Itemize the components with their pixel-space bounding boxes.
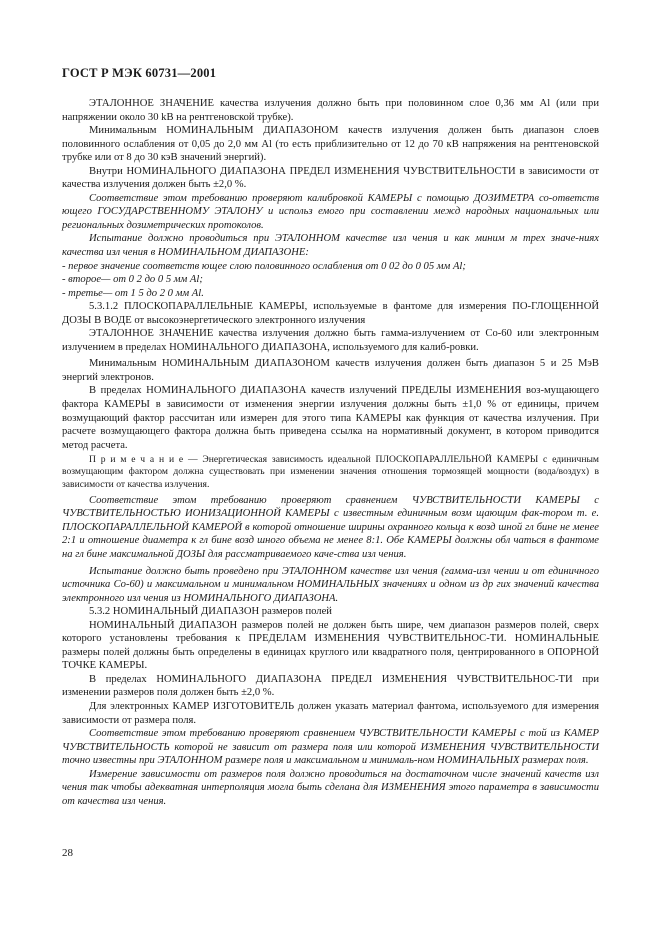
paragraph: ЭТАЛОННОЕ ЗНАЧЕНИЕ качества излучения должно быть гамма-излучением от Co-60 или электронным излучением в пределах НОМИНАЛЬНОГО ДИАПАЗОНА, используемого для калиб-ровки. xyxy=(62,328,599,353)
paragraph-italic: Испытание должно быть проведено при ЭТАЛОННОМ качестве изл чения (гамма-изл чении и от единичного источника Co-60) и максимальном и минимальном НОМИНАЛЬНЫХ значениях и одном из др гих значений качества электронного изл чения из НОМИНАЛЬНОГО ДИАПАЗОНА. xyxy=(62,565,599,604)
list-item: - второе— от 0 2 до 0 5 мм Al; xyxy=(62,274,203,286)
note: П р и м е ч а н и е — Энергетическая зависимость идеальной ПЛОСКОПАРАЛЛЕЛЬНОЙ КАМЕРЫ с единичным возмущающим фактором должна существовать при изменении значения отношения тормозящей мощности (вода/воздух) в зависимости от качества излучения. xyxy=(62,454,599,490)
paragraph: Минимальным НОМИНАЛЬНЫМ ДИАПАЗОНОМ качеств излучения должен быть диапазон 5 и 25 МэВ энергий электронов. xyxy=(62,358,599,383)
paragraph-italic: Соответствие этом требованию проверяют сравнением ЧУВСТВИТЕЛЬНОСТИ КАМЕРЫ с ЧУВСТВИТЕЛЬНОСТЬЮ ИОНИЗАЦИОННОЙ КАМЕРЫ с известным единичным возм щающим фак-тором т. е. ПЛОСКОПАРАЛЛЕЛЬНОЙ КАМЕРОЙ в которой отношение ширины охранного кольца к возд шной гл бине не менее 2:1 и отношение диаметра к гл бине возд шного объема не менее 8:1. Обе КАМЕРЫ должны обл чаться в фантоме на гл бине максимальной ДОЗЫ для рассматриваемого каче-ства изл чения. xyxy=(62,494,599,561)
list-item: - первое значение соответств ющее слою половинного ослабления от 0 02 до 0 05 мм Al; xyxy=(62,260,466,272)
page-number: 28 xyxy=(62,847,73,859)
paragraph: В пределах НОМИНАЛЬНОГО ДИАПАЗОНА ПРЕДЕЛ ИЗМЕНЕНИЯ ЧУВСТВИТЕЛЬНОС-ТИ при изменении размеров поля должен быть ±2,0 %. xyxy=(62,673,599,699)
section-heading: 5.3.2 НОМИНАЛЬНЫЙ ДИАПАЗОН размеров полей xyxy=(89,606,332,618)
paragraph: НОМИНАЛЬНЫЙ ДИАПАЗОН размеров полей не должен быть шире, чем диапазон размеров полей, сверх которого установлены требования к ПРЕДЕЛАМ ИЗМЕНЕНИЯ ЧУВСТВИТЕЛЬНОС-ТИ. НОМИНАЛЬНЫЕ размеры полей должны быть определены в единицах круглого или квадратного поля, центрированного в ОПОРНОЙ ТОЧКЕ КАМЕРЫ. xyxy=(62,619,599,672)
paragraph: Для электронных КАМЕР ИЗГОТОВИТЕЛЬ должен указать материал фантома, используемого для измерения зависимости от размера поля. xyxy=(62,701,599,726)
paragraph: Внутри НОМИНАЛЬНОГО ДИАПАЗОНА ПРЕДЕЛ ИЗМЕНЕНИЯ ЧУВСТВИТЕЛЬНОСТИ в зависимости от качества излучения должен быть ±2,0 %. xyxy=(62,165,599,191)
paragraph-italic: Соответствие этом требованию проверяют сравнением ЧУВСТВИТЕЛЬНОСТИ КАМЕРЫ с той из КАМЕР ЧУВСТВИТЕЛЬНОСТЬ которой не зависит от размера поля или которой ИЗМЕНЕНИЯ ЧУВСТВИТЕЛЬНОСТИ точно известны при ЭТАЛОННОМ размере поля и максимальном и минималь-ном НОМИНАЛЬНЫХ размерах поля. xyxy=(62,728,599,767)
document-header: ГОСТ Р МЭК 60731—2001 xyxy=(62,66,217,80)
paragraph: В пределах НОМИНАЛЬНОГО ДИАПАЗОНА качеств излучений ПРЕДЕЛЫ ИЗМЕНЕНИЯ воз-мущающего фактора КАМЕРЫ в зависимости от изменения энергии излучения должны быть ±1,0 % от единицы, причем возмущающий фактор рассчитан или измерен для этого типа КАМЕРЫ как функция от качества излучения. При расчете возмущающего фактора должна быть приведена ссылка на нормативный документ, в котором приводится метод расчета. xyxy=(62,385,599,451)
paragraph-italic: Соответствие этом требованию проверяют калибровкой КАМЕРЫ с помощью ДОЗИМЕТРА со-ответств ющего ГОСУДАРСТВЕННОМУ ЭТАЛОНУ и использ емого при составлении межд народных национальных или региональных дозиметрических протоколов. xyxy=(62,192,599,231)
list-item: - третье— от 1 5 до 2 0 мм Al. xyxy=(62,287,204,299)
body-text xyxy=(62,97,599,808)
paragraph: ЭТАЛОННОЕ ЗНАЧЕНИЕ качества излучения должно быть при половинном слое 0,36 мм Al (или при напряжении около 30 kВ на рентгеновской трубке). xyxy=(62,98,599,123)
paragraph-italic: Измерение зависимости от размеров поля должно проводиться на достаточном числе значений качеств изл чения так чтобы адекватная интерполяция могла быть сделана для ИЗМЕНЕНИЯ этого параметра в зависимости от качества изл чения. xyxy=(62,768,599,807)
paragraph-italic: Испытание должно проводиться при ЭТАЛОННОМ качестве изл чения и как миним м трех значе-ниях качества изл чения в НОМИНАЛЬНОМ ДИАПАЗОНЕ: xyxy=(62,233,599,259)
section-heading: 5.3.1.2 ПЛОСКОПАРАЛЛЕЛЬНЫЕ КАМЕРЫ, используемые в фантоме для измерения ПО-ГЛОЩЕННОЙ ДОЗЫ В ВОДЕ от высокоэнергетического электронного излучения xyxy=(62,301,599,326)
paragraph: Минимальным НОМИНАЛЬНЫМ ДИАПАЗОНОМ качеств излучения должен быть диапазон слоев половинного ослабления от 0,05 до 2,0 мм Al (то есть приблизительно от 12 до 70 кВ напряжения на рентгеновской трубке или от 8 до 30 кэВ значений энергий). xyxy=(62,125,599,164)
